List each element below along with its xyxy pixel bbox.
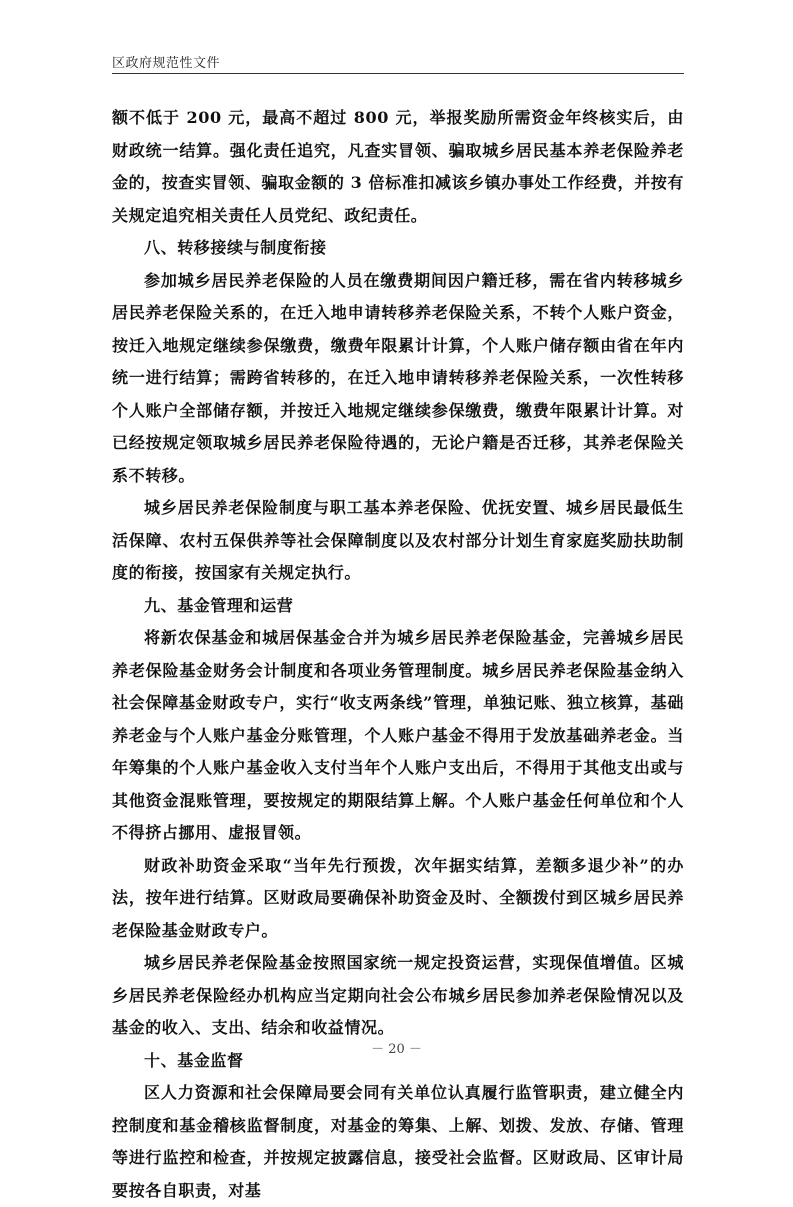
header-title: 区政府规范性文件 <box>112 56 221 71</box>
paragraph: 区人力资源和社会保障局要会同有关单位认真履行监管职责，建立健全内控制度和基金稽核监督制度，对基金的筹集、上解、划拨、发放、存储、管理等进行监控和检查，并按规定披露信息，接受社会监督。区财政局、区审计局要按各自职责，对基 <box>112 1083 684 1200</box>
header-rule <box>112 73 684 74</box>
page-number: － 20 － <box>371 1042 422 1057</box>
section-heading-8: 八、转移接续与制度衔接 <box>144 238 327 257</box>
section-heading-10: 十、基金监督 <box>144 1050 244 1070</box>
running-header <box>112 56 684 76</box>
paragraph: 参加城乡居民养老保险的人员在缴费期间因户籍迁移，需在省内转移城乡居民养老保险关系的，在迁入地申请转移养老保险关系，不转个人账户资金，按迁入地规定继续参保缴费，缴费年限累计计算，个人账户储存额由省在年内统一进行结算；需跨省转移的，在迁入地申请转移养老保险关系，一次性转移个人账户全部储存额，并按迁入地规定继续参保缴费，缴费年限累计计算。对已经按规定领取城乡居民养老保险待遇的，无论户籍是否迁移，其养老保险关系不转移。 <box>112 270 684 485</box>
paragraph: 财政补助资金采取“当年先行预拨，次年据实结算，差额多退少补”的办法，按年进行结算。区财政局要确保补助资金及时、全额拨付到区城乡居民养老保险基金财政专户。 <box>112 855 684 940</box>
section-heading-9: 九、基金管理和运营 <box>144 595 294 615</box>
paragraph: 城乡居民养老保险制度与职工基本养老保险、优抚安置、城乡居民最低生活保障、农村五保供养等社会保障制度以及农村部分计划生育家庭奖励扶助制度的衔接，按国家有关规定执行。 <box>112 498 684 582</box>
paragraph: 将新农保基金和城居保基金合并为城乡居民养老保险基金，完善城乡居民养老保险基金财务会计制度和各项业务管理制度。城乡居民养老保险基金纳入社会保障基金财政专户，实行“收支两条线”管理，单独记账、独立核算，基础养老金与个人账户基金分账管理，个人账户基金不得用于发放基础养老金。当年筹集的个人账户基金收入支付当年个人账户支出后，不得用于其他支出或与其他资金混账管理，要按规定的期限结算上解。个人账户基金任何单位和个人不得挤占挪用、虚报冒领。 <box>112 628 684 842</box>
paragraph-continued: 额不低于 200 元，最高不超过 800 元，举报奖励所需资金年终核实后，由财政统一结算。强化责任追究，凡查实冒领、骗取城乡居民基本养老保险养老金的，按查实冒领、骗取金额的 3 倍标准扣减该乡镇办事处工作经费，并按有关规定追究相关责任人员党纪、政纪责任。 <box>112 108 684 225</box>
paragraph: 城乡居民养老保险基金按照国家统一规定投资运营，实现保值增值。区城乡居民养老保险经办机构应当定期向社会公布城乡居民参加养老保险情况以及基金的收入、支出、结余和收益情况。 <box>112 953 684 1037</box>
